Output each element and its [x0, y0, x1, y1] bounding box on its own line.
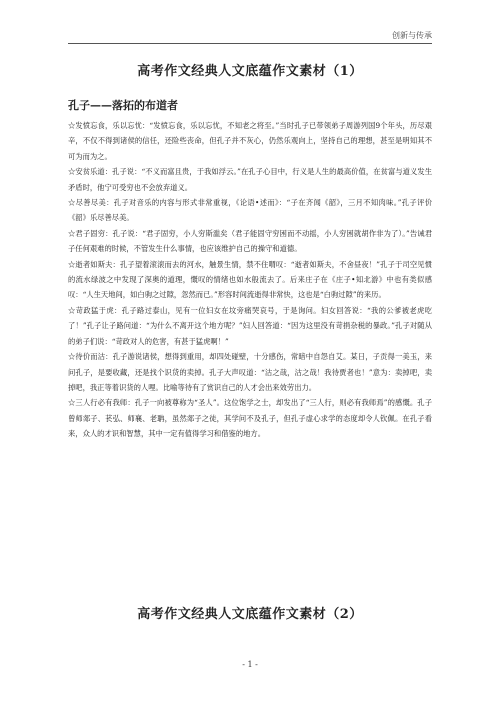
header-tag: 创新与传承: [392, 31, 432, 40]
next-document-title: 高考作文经典人文底蕴作文素材（2）: [137, 607, 363, 622]
paragraph: ☆尽善尽美：孔子对音乐的内容与形式非常重视，《论语•述而》：“子在齐闻《韶》，三月不知肉味。”孔子评价《韶》乐尽善尽美。: [68, 198, 432, 223]
page-number: - 1 -: [242, 660, 258, 669]
paragraph: ☆逝者如斯夫：孔子望着滚滚而去的河水，触景生情，禁不住喟叹：“逝者如斯夫，不舍昼夜！”孔子于司空见惯的流水绿波之中发现了深奥的道理，慨叹的情绪也如水般流去了。后来庄子在《庄子•知北游》中也有类似感叹：“人生天地间，如白驹之过隙，忽然而已。”形容时间流逝得非常快，这也是“白驹过隙”的来历。: [68, 259, 432, 300]
section-body: [68, 118, 432, 442]
paragraph: ☆苛政猛于虎：孔子路过泰山，见有一位妇女在坟旁痛哭哀号，于是询问。妇女回答说：“我的公爹被老虎吃了！”孔子让子路问道：“为什么不离开这个地方呢？”妇人回答道：“因为这里没有苛捐杂税的暴政。”孔子对随从的弟子们说：“苛政对人的危害，有甚于猛虎啊！”: [68, 305, 432, 346]
paragraph: ☆三人行必有我师：孔子一向被尊称为“圣人”。这位饱学之士，却发出了“三人行，则必有我师焉”的感慨。孔子曾师郯子、苌弘、师襄、老聃，虽然郯子之徒，其学问不及孔子，但孔子虚心求学的态度却令人钦佩。在孔子看来，众人的才识和智慧，其中一定有值得学习和借鉴的地方。: [68, 398, 432, 439]
section-heading: 孔子——落拓的布道者: [68, 99, 178, 112]
header-divider: [68, 43, 432, 44]
paragraph: ☆发愤忘食，乐以忘忧：“发愤忘食，乐以忘忧，不知老之将至。”当时孔子已带领弟子周游列国9个年头，历尽艰辛，不仅不得到诸侯的信任，还险些丧命，但孔子并不灰心，仍然乐观向上，坚持自己的理想，甚至是明知其不可为而为之。: [68, 121, 432, 161]
document-title: 高考作文经典人文底蕴作文素材（1）: [137, 64, 363, 79]
paragraph: ☆安贫乐道：孔子说：“不义而富且贵，于我如浮云。”在孔子心目中，行义是人生的最高价值，在贫富与道义发生矛盾时，他宁可受穷也不会放弃道义。: [68, 167, 432, 192]
paragraph: ☆君子固穷：孔子说：“君子固穷，小人穷斯滥矣（君子能固守穷困而不动摇，小人穷困就胡作非为了）。”告诫君子任何艰难的时候，不管发生什么事情，也应该维护自己的操守和道德。: [68, 228, 432, 254]
paragraph: ☆待价而沽：孔子游说诸侯，想得到重用，却四处碰壁，十分感伤，常暗中自怨自艾。某日，子贡得一美玉，来问孔子，是要收藏，还是找个识货的卖掉。孔子大声叹道：“沽之哉，沽之哉！我待贾者也！”意为：卖掉吧，卖掉吧，我正等着识货的人哩。比喻等待有了赏识自己的人才会出来效劳出力。: [68, 352, 432, 392]
